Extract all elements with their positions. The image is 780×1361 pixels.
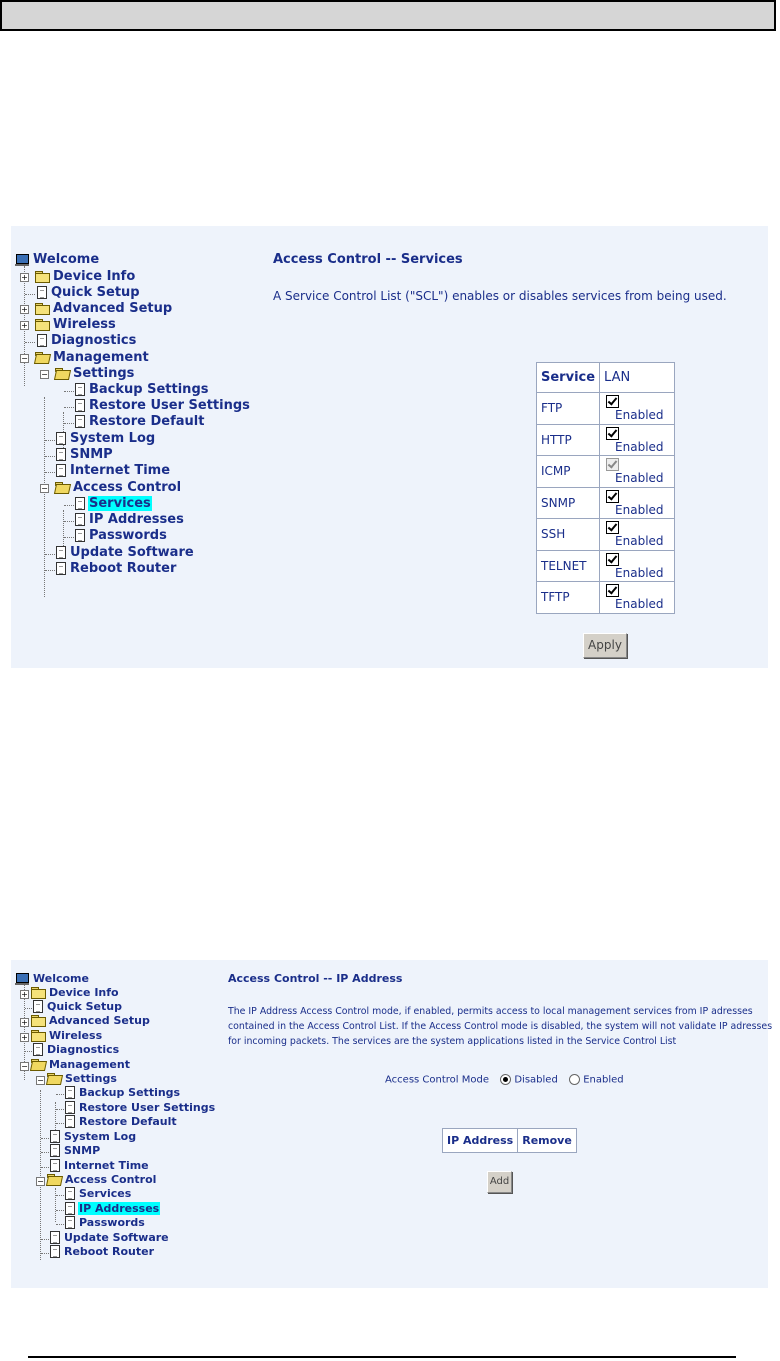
expand-icon[interactable]: +: [21, 1018, 28, 1027]
lan-enabled-cell: [600, 519, 675, 551]
column-header-service: Service: [537, 363, 600, 393]
tree-item-restore-default[interactable]: Restore Default: [65, 1115, 178, 1128]
tree-item-snmp[interactable]: SNMP: [50, 1144, 101, 1157]
table-header-row: [537, 363, 675, 393]
column-header-lan: LAN: [600, 363, 675, 393]
access-control-mode-row: [385, 1074, 624, 1086]
folder-icon: [31, 987, 45, 998]
table-row: [537, 582, 675, 614]
service-name-cell: HTTP: [537, 424, 600, 456]
tree-item-advanced-setup[interactable]: Advanced Setup: [35, 301, 173, 316]
page-icon: [56, 546, 66, 559]
description-line: The IP Address Access Control mode, if enabled, permits access to local management services from IP adresses: [228, 1006, 753, 1017]
open-folder-icon: [47, 1073, 61, 1084]
tree-item-backup-settings[interactable]: Backup Settings: [75, 382, 209, 397]
tree-item-settings[interactable]: Settings: [47, 1072, 118, 1085]
lan-enabled-checkbox: [606, 458, 619, 471]
table-row: [537, 456, 675, 488]
tree-item-internet-time[interactable]: Internet Time: [56, 463, 171, 478]
nav-tree: [15, 972, 215, 1272]
tree-item-management[interactable]: Management: [31, 1058, 131, 1071]
lan-enabled-cell: [600, 550, 675, 582]
table-row: [537, 519, 675, 551]
page-title: Access Control -- Services: [273, 252, 463, 267]
enabled-label: Enabled: [615, 565, 664, 580]
tree-item-update-software[interactable]: Update Software: [56, 545, 195, 560]
lan-enabled-checkbox[interactable]: [606, 553, 619, 566]
tree-item-system-log[interactable]: System Log: [50, 1130, 137, 1143]
tree-item-backup-settings[interactable]: Backup Settings: [65, 1086, 181, 1099]
tree-item-passwords[interactable]: Passwords: [65, 1216, 146, 1229]
enabled-label: Enabled: [615, 502, 664, 517]
lan-enabled-cell: [600, 456, 675, 488]
tree-item-restore-user-settings[interactable]: Restore User Settings: [65, 1101, 216, 1114]
page-icon: [75, 497, 85, 510]
open-folder-icon: [55, 368, 69, 379]
tree-item-diagnostics[interactable]: Diagnostics: [37, 333, 137, 348]
description-line: contained in the Access Control List. If the Access Control mode is disabled, the system will not validate IP adresses: [228, 1021, 773, 1032]
mode-label: Access Control Mode: [385, 1074, 489, 1086]
table-row: [537, 487, 675, 519]
services-screenshot-panel: [11, 226, 768, 668]
tree-item-reboot-router[interactable]: Reboot Router: [56, 561, 177, 576]
page-icon: [56, 562, 66, 575]
service-control-table: [536, 362, 675, 614]
open-folder-icon: [55, 482, 69, 493]
tree-item-management[interactable]: Management: [35, 350, 150, 365]
enabled-label: Enabled: [615, 408, 664, 423]
page-icon: [65, 1216, 75, 1229]
lan-enabled-checkbox[interactable]: [606, 395, 619, 408]
column-header-remove: Remove: [518, 1129, 577, 1153]
page-icon: [50, 1231, 60, 1244]
tree-item-passwords[interactable]: Passwords: [75, 528, 168, 543]
lan-enabled-cell: [600, 393, 675, 425]
enabled-label: Enabled: [615, 471, 664, 486]
expand-icon[interactable]: +: [21, 321, 28, 330]
tree-item-reboot-router[interactable]: Reboot Router: [50, 1245, 155, 1258]
table-row: [537, 424, 675, 456]
page-icon: [50, 1144, 60, 1157]
access-control-list-table: [442, 1128, 577, 1153]
footer-rule: [28, 1356, 736, 1358]
tree-item-diagnostics[interactable]: Diagnostics: [33, 1043, 120, 1056]
enabled-label: Enabled: [615, 597, 664, 612]
computer-icon: [15, 973, 29, 985]
tree-item-access-control[interactable]: Access Control: [47, 1173, 157, 1186]
computer-icon: [15, 254, 29, 266]
page-icon: [37, 334, 47, 347]
tree-item-internet-time[interactable]: Internet Time: [50, 1159, 150, 1172]
add-button[interactable]: Add: [487, 1171, 512, 1193]
folder-icon: [35, 271, 49, 282]
table-row: [537, 550, 675, 582]
tree-item-quick-setup[interactable]: Quick Setup: [33, 1000, 123, 1013]
open-folder-icon: [47, 1174, 61, 1185]
mode-enabled-radio[interactable]: [569, 1074, 580, 1085]
collapse-icon[interactable]: −: [41, 370, 48, 379]
service-name-cell: TFTP: [537, 582, 600, 614]
page-icon: [65, 1202, 75, 1215]
page-icon: [50, 1159, 60, 1172]
page-icon: [75, 529, 85, 542]
column-header-ip-address: IP Address: [443, 1129, 518, 1153]
tree-item-restore-default[interactable]: Restore Default: [75, 414, 205, 429]
page-icon: [65, 1101, 75, 1114]
tree-item-wireless[interactable]: Wireless: [31, 1029, 103, 1042]
lan-enabled-cell: [600, 424, 675, 456]
service-name-cell: SSH: [537, 519, 600, 551]
tree-item-update-software[interactable]: Update Software: [50, 1231, 170, 1244]
tree-item-ip-addresses[interactable]: IP Addresses: [65, 1202, 160, 1215]
lan-enabled-checkbox[interactable]: [606, 584, 619, 597]
expand-icon[interactable]: +: [21, 305, 28, 314]
page-icon: [50, 1245, 60, 1258]
page-icon: [75, 399, 85, 412]
tree-item-device-info[interactable]: Device Info: [31, 986, 120, 999]
service-name-cell: SNMP: [537, 487, 600, 519]
lan-enabled-checkbox[interactable]: [606, 521, 619, 534]
page-icon: [75, 513, 85, 526]
lan-enabled-checkbox[interactable]: [606, 427, 619, 440]
collapse-icon[interactable]: −: [21, 354, 28, 363]
page-icon: [56, 464, 66, 477]
mode-disabled-radio[interactable]: [500, 1074, 511, 1085]
service-name-cell: ICMP: [537, 456, 600, 488]
page-header-bar: [0, 0, 776, 31]
page-icon: [50, 1130, 60, 1143]
tree-item-advanced-setup[interactable]: Advanced Setup: [31, 1014, 151, 1027]
collapse-icon[interactable]: −: [37, 1076, 44, 1085]
tree-item-access-control[interactable]: Access Control: [55, 480, 182, 495]
enabled-label: Enabled: [615, 534, 664, 549]
tree-item-restore-user-settings[interactable]: Restore User Settings: [75, 398, 251, 413]
folder-icon: [35, 319, 49, 330]
tree-item-services[interactable]: Services: [75, 496, 152, 511]
lan-enabled-checkbox[interactable]: [606, 490, 619, 503]
page-icon: [65, 1187, 75, 1200]
collapse-icon[interactable]: −: [37, 1177, 44, 1186]
expand-icon[interactable]: +: [21, 1033, 28, 1042]
service-name-cell: TELNET: [537, 550, 600, 582]
open-folder-icon: [31, 1059, 45, 1070]
page-description: A Service Control List ("SCL") enables or disables services from being used.: [273, 289, 727, 303]
page-icon: [65, 1086, 75, 1099]
tree-item-wireless[interactable]: Wireless: [35, 317, 117, 332]
table-header-row: [443, 1129, 577, 1153]
nav-tree: [15, 252, 255, 582]
lan-enabled-cell: [600, 582, 675, 614]
page-icon: [33, 1043, 43, 1056]
tree-item-device-info[interactable]: Device Info: [35, 269, 136, 284]
tree-item-snmp[interactable]: SNMP: [56, 447, 114, 462]
page-description: [228, 1004, 773, 1049]
folder-icon: [31, 1030, 45, 1041]
page-icon: [33, 1000, 43, 1013]
expand-icon[interactable]: +: [21, 273, 28, 282]
page-icon: [65, 1115, 75, 1128]
collapse-icon[interactable]: −: [41, 484, 48, 493]
tree-item-settings[interactable]: Settings: [55, 366, 135, 381]
expand-icon[interactable]: +: [21, 990, 28, 999]
page-icon: [56, 432, 66, 445]
enabled-label: Enabled: [615, 439, 664, 454]
tree-item-services[interactable]: Services: [65, 1187, 132, 1200]
mode-disabled-label: Disabled: [514, 1074, 558, 1086]
tree-item-welcome[interactable]: Welcome: [15, 252, 100, 267]
page-icon: [37, 286, 47, 299]
description-line: for incoming packets. The services are the system applications listed in the Service Control List: [228, 1036, 677, 1047]
tree-item-ip-addresses[interactable]: IP Addresses: [75, 512, 185, 527]
ip-address-screenshot-panel: [11, 960, 773, 1288]
mode-enabled-label: Enabled: [583, 1074, 624, 1086]
lan-enabled-cell: [600, 487, 675, 519]
page-icon: [75, 383, 85, 396]
tree-item-system-log[interactable]: System Log: [56, 431, 156, 446]
page-icon: [75, 415, 85, 428]
tree-item-quick-setup[interactable]: Quick Setup: [37, 285, 141, 300]
collapse-icon[interactable]: −: [21, 1062, 28, 1071]
page-icon: [56, 448, 66, 461]
table-row: [537, 393, 675, 425]
folder-icon: [35, 303, 49, 314]
page-title: Access Control -- IP Address: [228, 972, 403, 985]
tree-item-welcome[interactable]: Welcome: [15, 972, 90, 985]
service-name-cell: FTP: [537, 393, 600, 425]
apply-button[interactable]: Apply: [583, 633, 627, 658]
folder-icon: [31, 1015, 45, 1026]
open-folder-icon: [35, 352, 49, 363]
